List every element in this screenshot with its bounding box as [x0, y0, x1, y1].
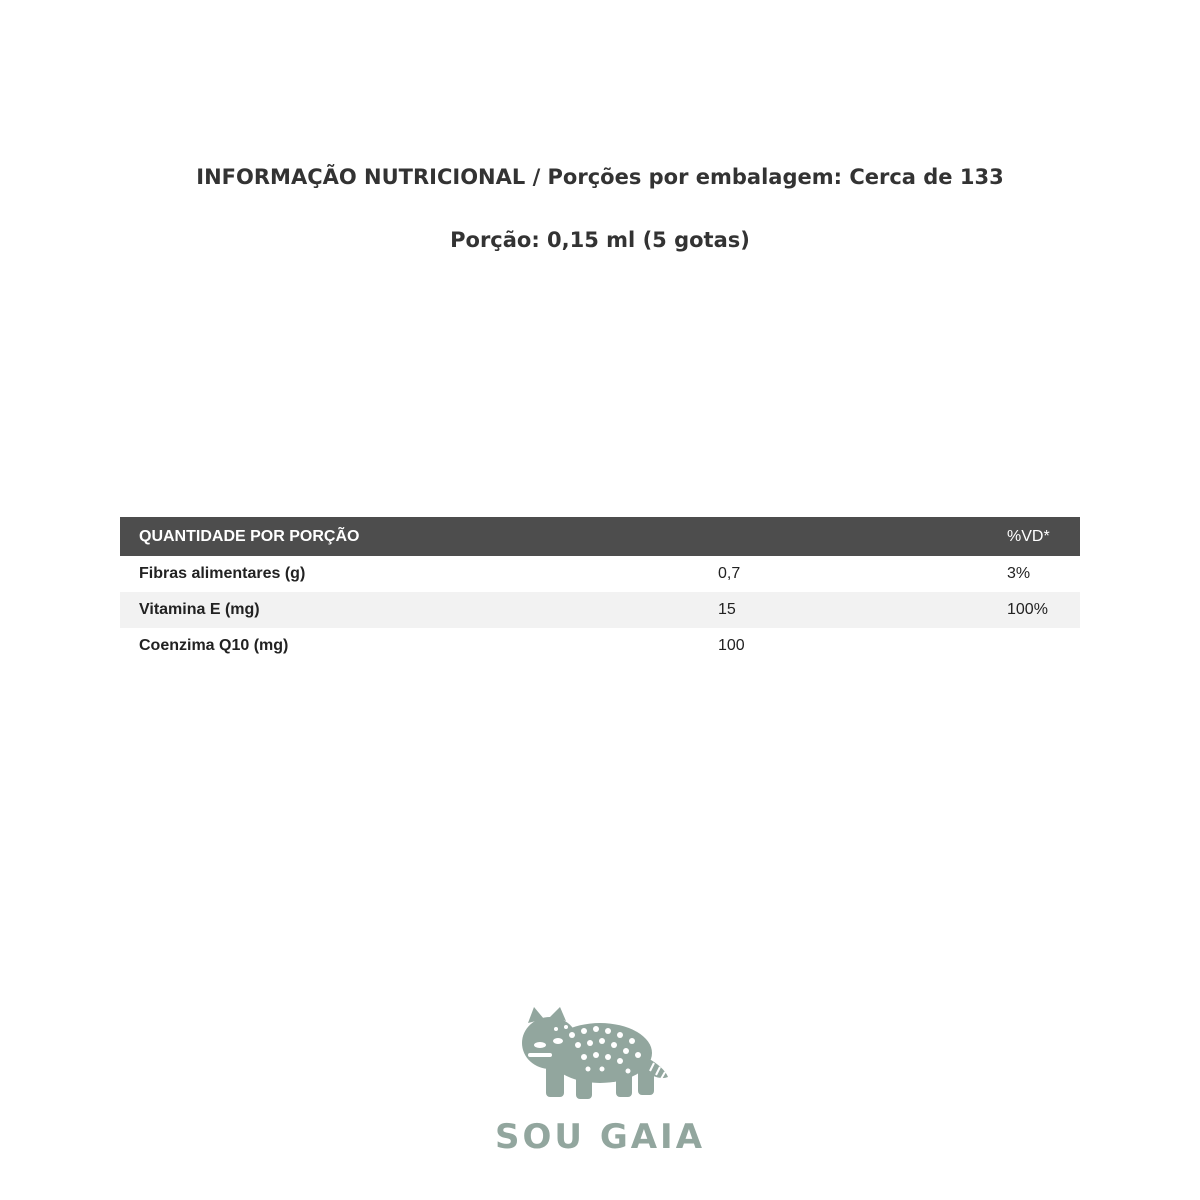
nutrition-title: INFORMAÇÃO NUTRICIONAL / Porções por embalagem: Cerca de 133	[196, 165, 1004, 189]
spotted-animal-icon	[488, 1005, 712, 1117]
serving-size: Porção: 0,15 ml (5 gotas)	[450, 228, 750, 252]
nutrient-amount: 0,7	[718, 565, 741, 582]
nutrient-name: Vitamina E (mg)	[120, 592, 699, 628]
table-row	[120, 628, 1080, 664]
header-quantity: QUANTIDADE POR PORÇÃO	[120, 517, 699, 556]
table-header-row	[120, 517, 1080, 556]
nutrient-daily-value: 100%	[988, 592, 1080, 628]
table-row	[120, 592, 1080, 628]
nutrient-amount: 100	[718, 637, 745, 654]
brand-logo	[488, 1005, 712, 1155]
nutrient-amount: 15	[699, 592, 988, 628]
nutrition-table	[120, 517, 1080, 664]
nutrient-daily-value: 3%	[1007, 565, 1031, 582]
header-daily-value: %VD*	[988, 517, 1080, 556]
nutrient-daily-value	[988, 628, 1080, 664]
brand-name: SOU GAIA	[494, 1117, 706, 1157]
table-row	[120, 556, 1080, 592]
header-amount	[699, 517, 988, 556]
nutrient-name: Coenzima Q10 (mg)	[139, 637, 289, 654]
nutrient-name: Fibras alimentares (g)	[139, 565, 306, 582]
